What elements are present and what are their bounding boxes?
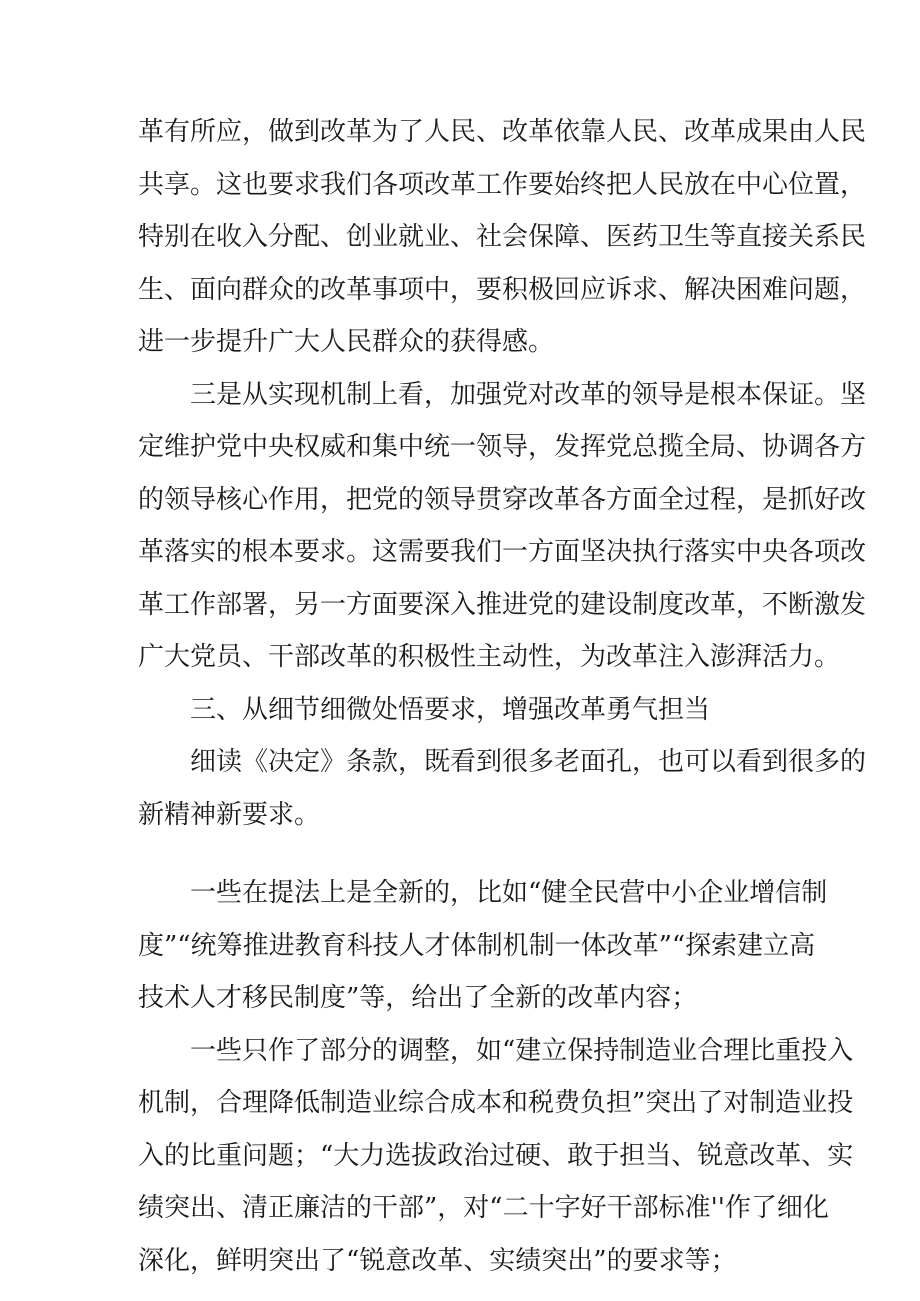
paragraph-p1: [138, 106, 867, 369]
paragraph-p5: [138, 1025, 854, 1288]
text-line: 技术人才移民制度”等，给出了全新的改革内容；: [138, 983, 698, 1013]
section-heading-3: [138, 684, 790, 737]
text-line: 共享。这也要求我们各项改革工作要始终把人民放在中心位置，: [138, 169, 867, 200]
text-line: 革落实的根本要求。这需要我们一方面坚决执行落实中央各项改: [138, 537, 867, 567]
document-body: [138, 106, 867, 1287]
text-line: 三是从实现机制上看，加强党对改革的领导是根本保证。坚: [190, 379, 867, 410]
text-line: 生、面向群众的改革事项中，要积极回应诉求、解决困难问题，: [138, 274, 867, 305]
paragraph-p2: [138, 369, 867, 684]
text-line: 入的比重问题；“大力选拔政治过硬、敢于担当、锐意改革、实: [138, 1140, 854, 1171]
text-line: 进一步提升广大人民群众的获得感。: [138, 327, 555, 357]
text-line: 广大党员、干部改革的积极性主动性，为改革注入澎湃活力。: [138, 642, 841, 672]
paragraph-gap: [138, 841, 790, 867]
text-line: 革工作部署，另一方面要深入推进党的建设制度改革，不断激发: [138, 589, 867, 620]
text-line: 定维护党中央权威和集中统一领导，发挥党总揽全局、协调各方: [138, 432, 867, 462]
text-line: 度”“统筹推进教育科技人才体制机制一体改革”“探索建立高: [138, 930, 816, 961]
text-line: 新精神新要求。: [138, 799, 321, 830]
text-line: 一些只作了部分的调整，如“建立保持制造业合理比重投入: [190, 1035, 854, 1066]
text-line: 机制，合理降低制造业综合成本和税费负担”突出了对制造业投: [138, 1088, 854, 1118]
text-line: 绩突出、清正廉洁的干部”，对“二十字好干部标准''作了细化: [138, 1193, 829, 1223]
paragraph-p4: [138, 867, 828, 1025]
paragraph-p3: [138, 736, 867, 841]
section-heading: 三、从细节细微处悟要求，增强改革勇气担当: [190, 694, 711, 725]
text-line: 革有所应，做到改革为了人民、改革依靠人民、改革成果由人民: [138, 117, 867, 147]
text-line: 特别在收入分配、创业就业、社会保障、医药卫生等直接关系民: [138, 222, 867, 252]
text-line: 深化，鲜明突出了“锐意改革、实绩突出”的要求等；: [138, 1245, 737, 1276]
text-line: 一些在提法上是全新的，比如“健全民营中小企业增信制: [190, 878, 828, 908]
text-line: 细读《决定》条款，既看到很多老面孔，也可以看到很多的: [190, 747, 867, 777]
text-line: 的领导核心作用，把党的领导贯穿改革各方面全过程，是抓好改: [138, 484, 867, 515]
